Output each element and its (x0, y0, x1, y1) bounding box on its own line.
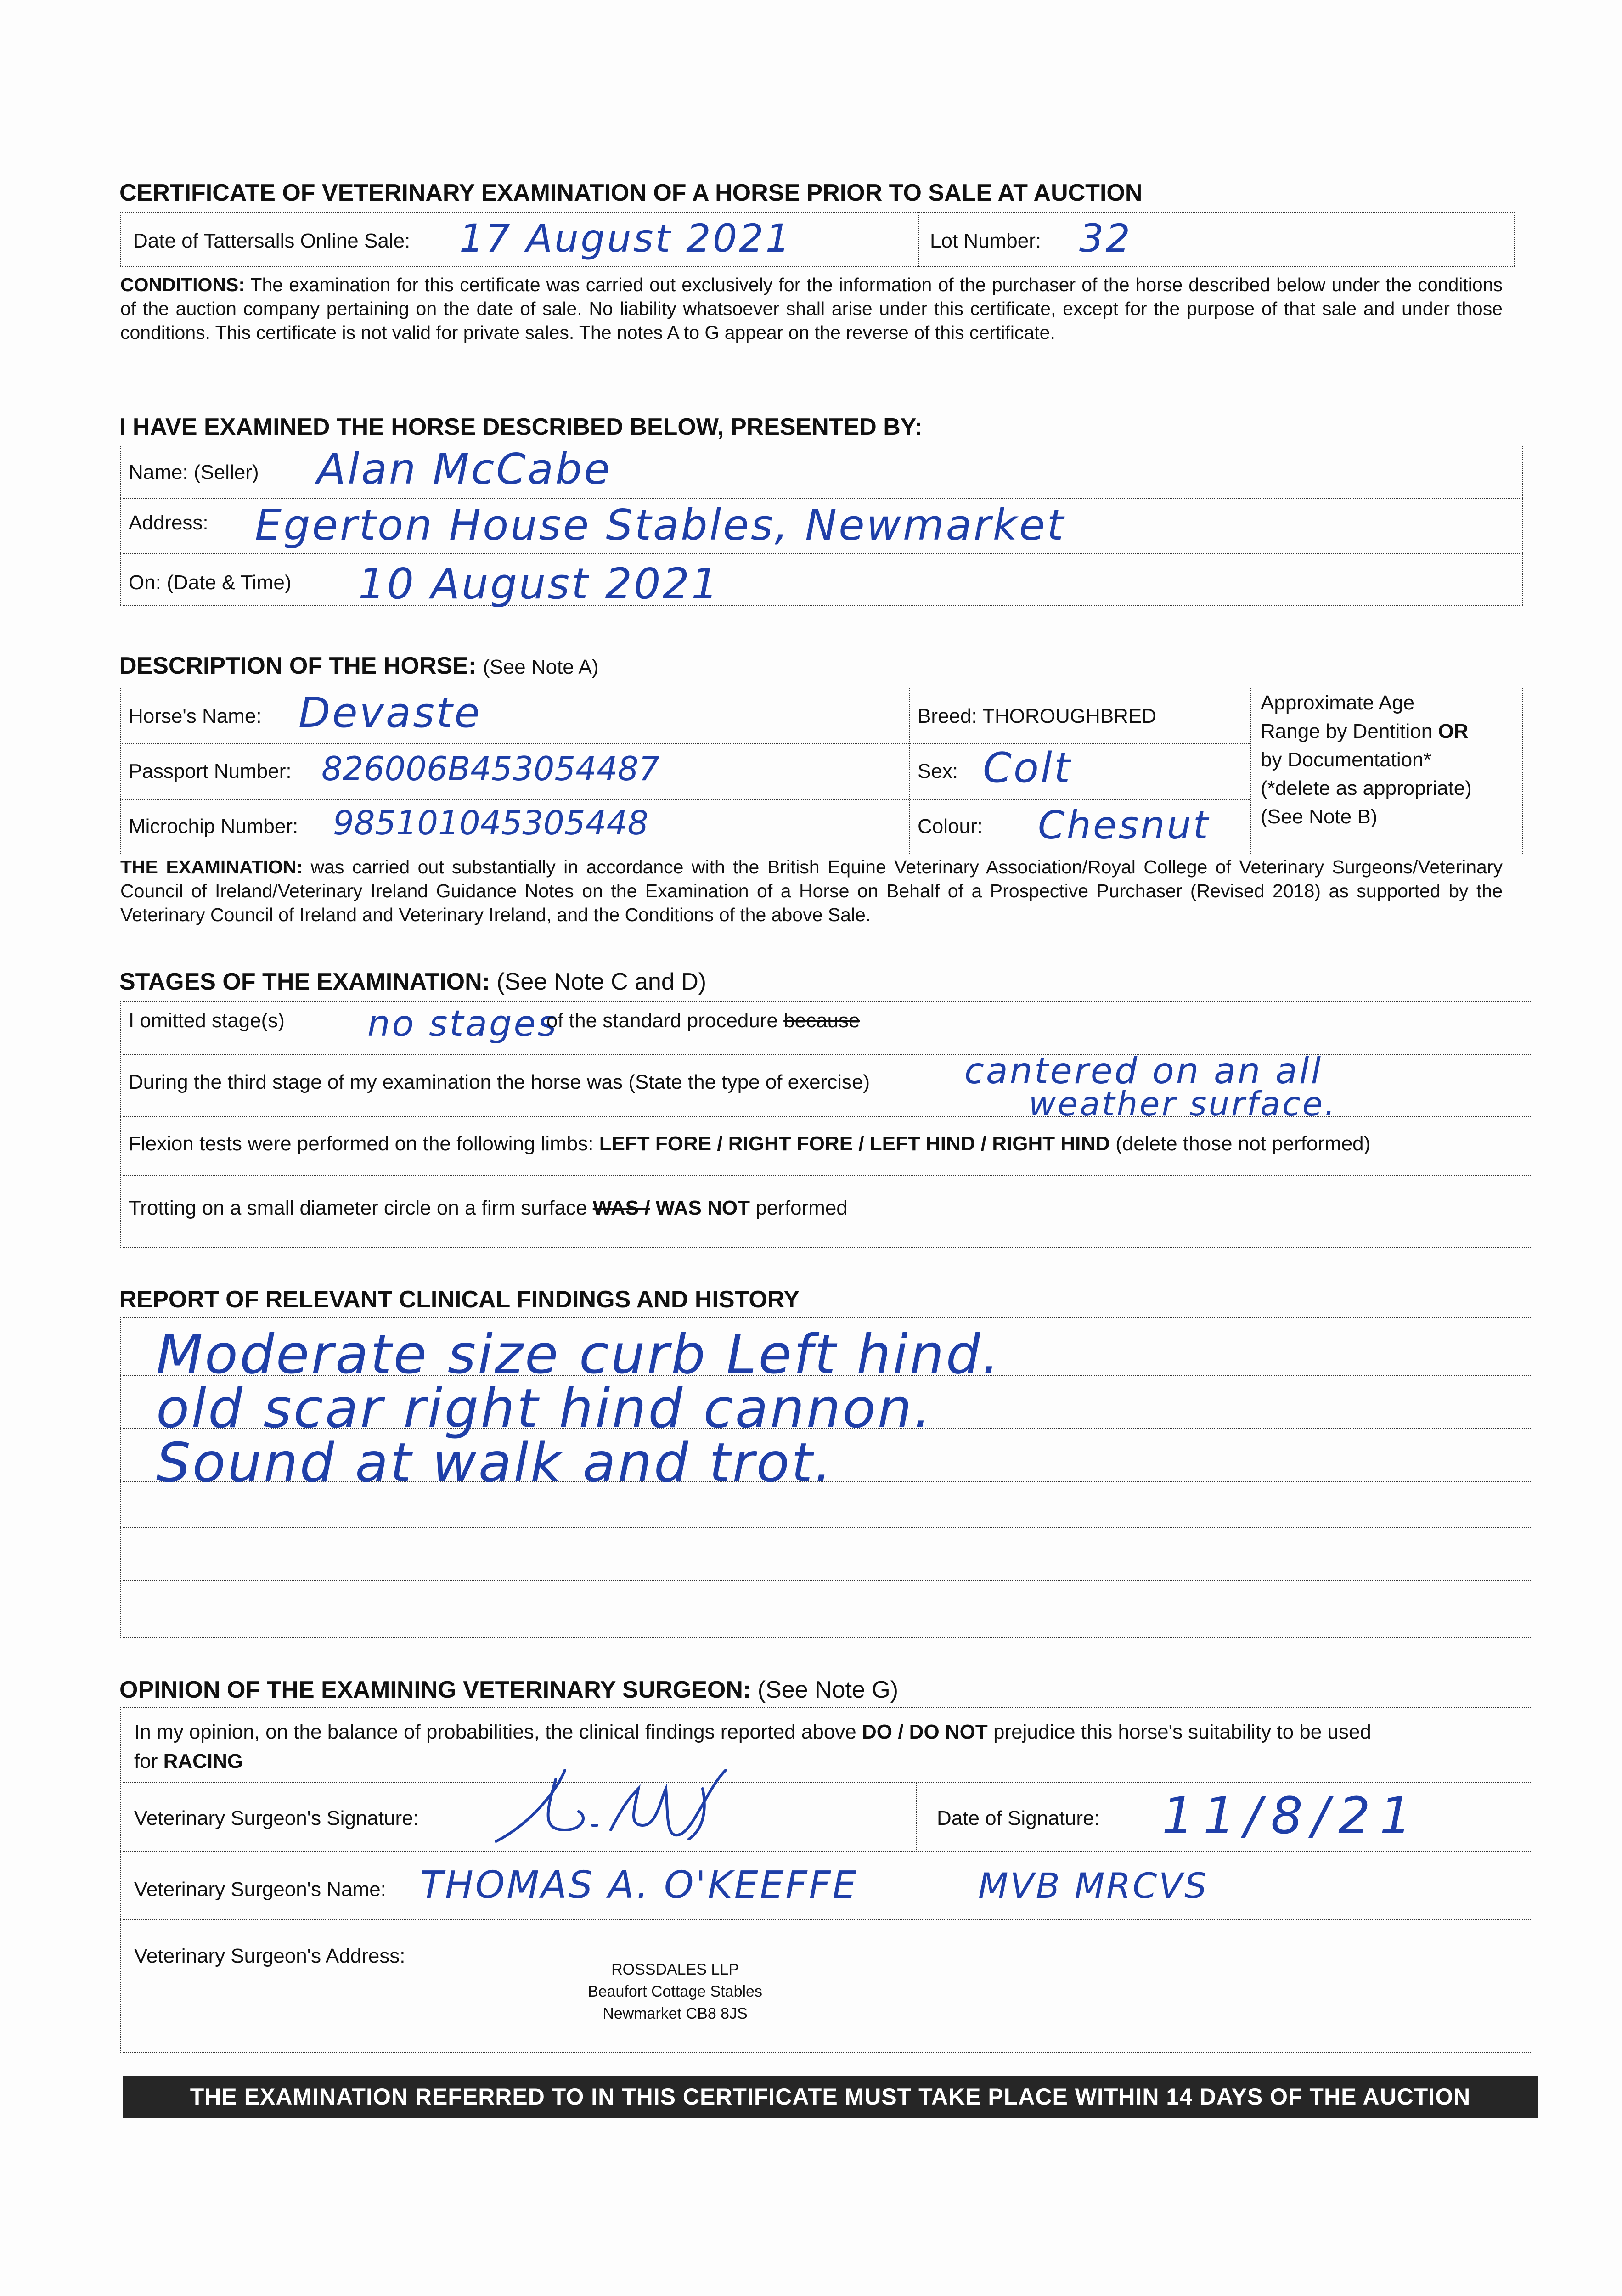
footer-banner: THE EXAMINATION REFERRED TO IN THIS CERTIFICATE MUST TAKE PLACE WITHIN 14 DAYS OF THE AUCTION (123, 2076, 1538, 2118)
trotting-suffix: performed (755, 1197, 848, 1219)
sex-label: Sex: (918, 760, 958, 782)
flexion-suffix: (delete those not performed) (1115, 1132, 1371, 1155)
vet-name-label: Veterinary Surgeon's Name: (134, 1878, 386, 1901)
opinion-heading-text: OPINION OF THE EXAMINING VETERINARY SURGEON: (119, 1677, 751, 1703)
flexion-limbs: LEFT FORE / RIGHT FORE / LEFT HIND / RIGHT HIND (599, 1132, 1110, 1155)
trotting-row (129, 1197, 848, 1220)
sex-value: Colt (983, 744, 1072, 792)
address-label: Address: (129, 512, 208, 534)
stamp-line-3: Newmarket CB8 8JS (603, 2005, 748, 2022)
trotting-struck: WAS / (592, 1197, 650, 1219)
description-heading-text: DESCRIPTION OF THE HORSE: (119, 653, 477, 679)
signature-date-value: 11/8/21 (1162, 1786, 1421, 1845)
examination-paragraph (120, 855, 1503, 927)
examination-date-value: 10 August 2021 (358, 559, 720, 608)
opinion-note: (See Note G) (757, 1677, 899, 1703)
horse-name-label: Horse's Name: (129, 705, 262, 727)
third-stage-value-1: cantered on an all (964, 1051, 1323, 1092)
report-line-1: Moderate size curb Left hind. (156, 1322, 1002, 1386)
age-line-2 (1261, 717, 1472, 746)
opinion-text-a: In my opinion, on the balance of probabilities, the clinical findings reported above (134, 1721, 862, 1743)
page-title: CERTIFICATE OF VETERINARY EXAMINATION OF A HORSE PRIOR TO SALE AT AUCTION (119, 180, 1143, 206)
third-stage-value-2: weather surface. (1029, 1085, 1337, 1123)
seller-name-label: Name: (Seller) (129, 461, 259, 484)
age-line-2b: OR (1438, 720, 1469, 743)
age-line-2a: Range by Dentition (1261, 720, 1438, 743)
conditions-text: The examination for this certificate was carried out exclusively for the information of the purchaser of the horse described below under the conditions of the auction company pertaining on the date of sale. No liability whatsoever shall arise under this certificate, except for the purpose of that sale and under those conditions. This certificate is not valid for private sales. The notes A to G appear on the reverse of this certificate. (120, 274, 1503, 343)
vet-name-value: THOMAS A. O'KEEFFE (420, 1863, 858, 1907)
opinion-text-b: DO / DO NOT (862, 1721, 988, 1743)
signature-image (487, 1761, 772, 1853)
description-heading (119, 652, 599, 680)
horse-name-value: Devaste (298, 689, 482, 737)
opinion-text-d: for (134, 1750, 163, 1773)
stages-heading (119, 968, 706, 996)
stamp-line-2: Beaufort Cottage Stables (588, 1983, 762, 2000)
sale-date-label: Date of Tattersalls Online Sale: (133, 230, 411, 252)
lot-number-label: Lot Number: (930, 230, 1042, 252)
opinion-text-c: prejudice this horse's suitability to be used (987, 1721, 1371, 1743)
third-stage-label: During the third stage of my examination the horse was (State the type of exercise) (129, 1071, 870, 1093)
colour-value: Chesnut (1038, 803, 1210, 848)
opinion-line-1 (134, 1717, 1371, 1747)
passport-label: Passport Number: (129, 760, 292, 782)
microchip-label: Microchip Number: (129, 815, 298, 838)
breed-label: Breed: THOROUGHBRED (918, 705, 1156, 727)
omitted-stages-suffix (546, 1009, 860, 1032)
omitted-struck-text: because (783, 1009, 860, 1032)
age-line-3: by Documentation* (1261, 748, 1431, 771)
presented-heading: I HAVE EXAMINED THE HORSE DESCRIBED BELOW, PRESENTED BY: (119, 414, 923, 440)
omitted-stages-label: I omitted stage(s) (129, 1009, 285, 1032)
trotting-label: Trotting on a small diameter circle on a firm surface (129, 1197, 587, 1219)
age-line-1: Approximate Age (1261, 692, 1415, 714)
passport-value: 826006B453054487 (321, 749, 660, 788)
practice-stamp (519, 1958, 831, 2025)
examination-label: THE EXAMINATION: (120, 856, 303, 878)
age-line-4: (*delete as appropriate) (1261, 777, 1472, 799)
age-range-note (1261, 689, 1472, 831)
flexion-label: Flexion tests were performed on the following limbs: (129, 1132, 594, 1155)
opinion-text-e: RACING (163, 1750, 243, 1773)
sale-date-value: 17 August 2021 (459, 216, 792, 261)
lot-number-value: 32 (1079, 216, 1132, 261)
signature-label: Veterinary Surgeon's Signature: (134, 1807, 419, 1829)
flexion-row (129, 1132, 1370, 1155)
vet-address-label: Veterinary Surgeon's Address: (134, 1945, 406, 1967)
trotting-value: WAS NOT (655, 1197, 750, 1219)
report-heading: REPORT OF RELEVANT CLINICAL FINDINGS AND HISTORY (119, 1286, 800, 1313)
omitted-suffix-text: of the standard procedure (546, 1009, 778, 1032)
microchip-value: 985101045305448 (333, 804, 649, 842)
seller-name-value: Alan McCabe (317, 445, 612, 494)
age-line-5: (See Note B) (1261, 805, 1378, 828)
stamp-line-1: ROSSDALES LLP (611, 1961, 739, 1978)
examination-text: was carried out substantially in accordance with the British Equine Veterinary Association/Royal College of Veterinary Surgeons/Veterinary Council of Ireland/Veterinary Ireland Guidance Notes on the Examination of a Horse on Behalf of a Prospective Purchaser (Revised 2018) as supported by the Veterinary Council of Ireland and Veterinary Ireland, and the Conditions of the above Sale. (120, 856, 1503, 925)
description-note: (See Note A) (483, 656, 599, 678)
signature-date-label: Date of Signature: (937, 1807, 1100, 1829)
stages-heading-text: STAGES OF THE EXAMINATION: (119, 968, 490, 995)
conditions-paragraph (120, 273, 1503, 344)
report-line-2: old scar right hind cannon. (156, 1377, 933, 1440)
opinion-heading (119, 1676, 898, 1704)
conditions-label: CONDITIONS: (120, 274, 245, 295)
colour-label: Colour: (918, 815, 983, 838)
omitted-stages-value: no stages (367, 1003, 558, 1045)
vet-qualifications: MVB MRCVS (978, 1865, 1209, 1906)
stages-note: (See Note C and D) (496, 968, 707, 995)
report-line-3: Sound at walk and trot. (156, 1431, 834, 1494)
address-value: Egerton House Stables, Newmarket (255, 501, 1065, 550)
examination-date-label: On: (Date & Time) (129, 571, 292, 594)
